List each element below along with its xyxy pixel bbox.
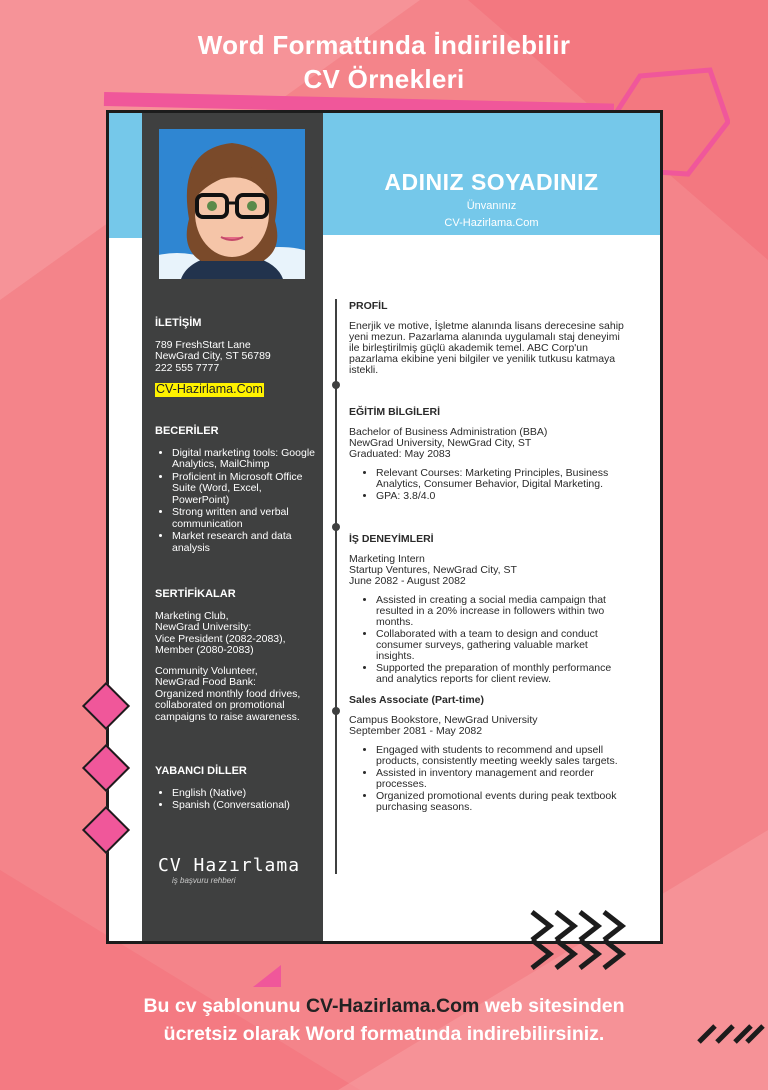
- certificates-heading: SERTİFİKALAR: [155, 588, 236, 600]
- job2-list: [349, 745, 629, 813]
- list-item: • Market research and data analysis: [172, 531, 315, 554]
- experience-section: [349, 534, 629, 819]
- contact-site-link[interactable]: CV-Hazirlama.Com: [156, 382, 263, 396]
- footer-text: Bu cv şablonunu: [143, 995, 306, 1017]
- brand-logo: CV Hazırlama: [158, 855, 301, 876]
- skills-list: [155, 448, 315, 555]
- banner-footer: [0, 992, 768, 1048]
- cv-job-title: Ünvanınız: [466, 200, 517, 212]
- timeline-dot: [332, 707, 340, 715]
- footer-text: web sitesinden: [479, 995, 625, 1017]
- list-item: • Organized promotional events during peak textbook purchasing seasons.: [376, 791, 629, 813]
- timeline-dot: [332, 523, 340, 531]
- certificates-section: [155, 589, 315, 732]
- profile-heading: PROFİL: [349, 300, 388, 312]
- job1-list: [349, 595, 629, 685]
- certificate-item: Marketing Club, NewGrad University: Vice President (2082-2083), Member (2080-2083): [155, 609, 286, 656]
- certificate-item: Community Volunteer, NewGrad Food Bank: Organized monthly food drives, collaborated on promotional campaigns to raise awareness.: [155, 664, 301, 723]
- education-list: [349, 468, 629, 502]
- brand-logo-tagline: iş başvuru rehberi: [172, 876, 236, 885]
- job1-text: Marketing Intern Startup Ventures, NewGrad City, ST June 2082 - August 2082: [349, 553, 517, 587]
- triangle-decor-icon: [253, 965, 281, 987]
- education-section: [349, 407, 629, 508]
- job2-text: Campus Bookstore, NewGrad University September 2081 - May 2082: [349, 714, 538, 737]
- list-item: • Spanish (Conversational): [172, 800, 315, 812]
- avatar: [159, 129, 305, 279]
- footer-line2: ücretsiz olarak Word formatında indirebilirsiniz.: [163, 1023, 605, 1045]
- cv-site: CV-Hazirlama.Com: [444, 217, 539, 229]
- list-item: • Assisted in creating a social media campaign that resulted in a 20% increase in followers within two months.: [376, 595, 629, 628]
- list-item: • Collaborated with a team to design and conduct consumer surveys, gathering valuable market insights.: [376, 629, 629, 662]
- profile-text: Enerjik ve motive, İşletme alanında lisans derecesine sahip yeni mezun. Pazarlama alanında uygulamalı staj deneyimi ile birleştirilmiş güçlü akademik temel. ABC Corp'un pazarlama ekibine yeni bilgiler ve yenilik tutkusu katmaya istekli.: [349, 320, 624, 376]
- timeline-dot: [332, 381, 340, 389]
- list-item: • Supported the preparation of monthly performance and analytics reports for client review.: [376, 663, 629, 685]
- list-item: • English (Native): [172, 788, 315, 800]
- banner-title-line2: CV Örnekleri: [303, 64, 465, 94]
- languages-heading: YABANCI DİLLER: [155, 765, 247, 777]
- experience-heading: İŞ DENEYİMLERİ: [349, 533, 434, 545]
- contact-address: 789 FreshStart Lane NewGrad City, ST 56789 222 555 7777: [155, 338, 271, 374]
- education-text: Bachelor of Business Administration (BBA) NewGrad University, NewGrad City, ST Graduated: May 2083: [349, 426, 548, 460]
- list-item: • Engaged with students to recommend and upsell products, consistently meeting weekly sales targets.: [376, 745, 629, 767]
- languages-list: [155, 788, 315, 812]
- avatar-illustration-icon: [159, 129, 305, 279]
- languages-section: [155, 766, 315, 813]
- list-item: • Assisted in inventory management and reorder processes.: [376, 768, 629, 790]
- cv-name: ADINIZ SOYADINIZ: [384, 169, 599, 195]
- education-heading: EĞİTİM BİLGİLERİ: [349, 406, 440, 418]
- contact-section: [155, 318, 315, 397]
- banner-title-line1: Word Formattında İndirilebilir: [197, 30, 571, 60]
- skills-heading: BECERİLER: [155, 425, 219, 437]
- list-item: • Relevant Courses: Marketing Principles, Business Analytics, Consumer Behavior, Digital Marketing.: [376, 468, 629, 490]
- list-item: • Strong written and verbal communication: [172, 507, 315, 530]
- cv-sidebar: [142, 113, 323, 941]
- job2-title: Sales Associate (Part-time): [349, 694, 484, 706]
- profile-section: [349, 301, 629, 384]
- footer-site-link[interactable]: CV-Hazirlama.Com: [305, 995, 480, 1017]
- contact-heading: İLETİŞİM: [155, 317, 202, 329]
- chevrons-decor-icon: [528, 908, 638, 974]
- cv-card: [106, 110, 663, 944]
- list-item: • GPA: 3.8/4.0: [376, 491, 629, 502]
- list-item: • Proficient in Microsoft Office Suite (Word, Excel, PowerPoint): [172, 472, 315, 507]
- cv-header: [323, 113, 660, 235]
- list-item: • Digital marketing tools: Google Analytics, MailChimp: [172, 448, 315, 471]
- skills-section: [155, 426, 315, 555]
